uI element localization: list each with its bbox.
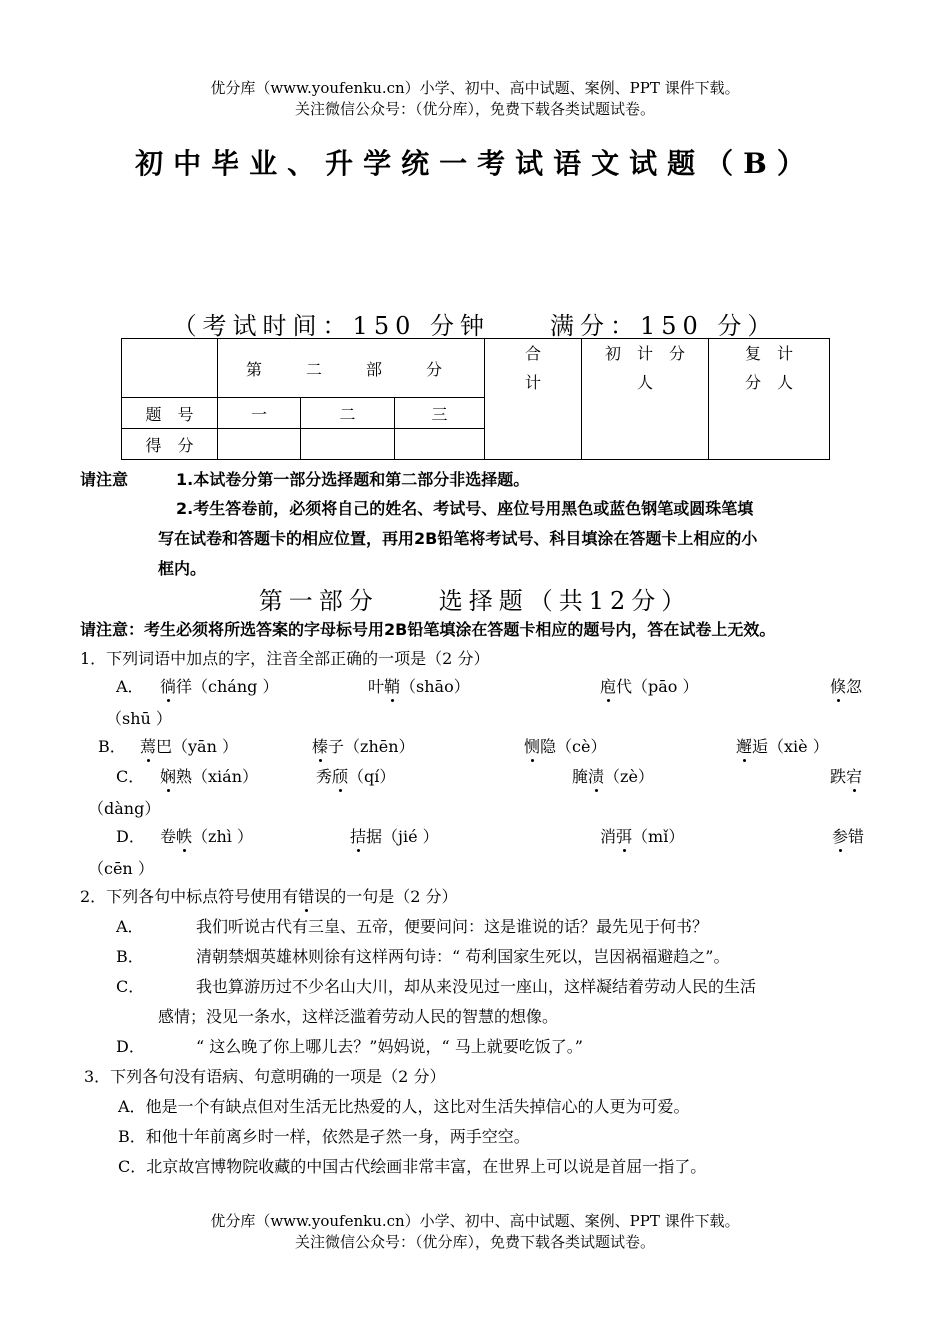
q2-option-a-label: A． [116, 917, 144, 936]
q1-option-b-label: B． [98, 737, 126, 756]
q3-option-b: B．和他十年前离乡时一样，依然是孑然一身，两手空空。 [118, 1127, 530, 1146]
q2-option-d-label: D． [116, 1037, 145, 1056]
notice-item-2a: 2.考生答卷前，必须将自己的姓名、考试号、座位号用黑色或蓝色钢笔或圆珠笔填 [176, 499, 754, 518]
score-table-question-no-label: 题 号 [122, 398, 218, 429]
q1-a-word-4-pinyin: （shū ） [106, 709, 172, 728]
q1-a-word-3: 庖代（pāo ） [600, 674, 699, 697]
q1-option-d-label: D． [116, 827, 145, 846]
notice-label: 请注意 [80, 470, 129, 489]
q2-option-c-line-1: 我也算游历过不少名山大川，却从来没见过一座山，这样凝结着劳动人民的生活 [196, 977, 757, 996]
site-header-line-2: 关注微信公众号：（优分库），免费下载各类试题试卷。 [294, 100, 655, 118]
q1-option-a-label: A． [116, 677, 144, 696]
q3-stem: 3．下列各句没有语病、句意明确的一项是（2 分） [84, 1067, 446, 1086]
q1-a-word-4: 倏忽 [830, 674, 862, 697]
score-table-total: 合 计 [485, 339, 582, 460]
q1-a-word-1: 徜徉（cháng ） [160, 674, 278, 697]
q1-d-word-3: 消弭（mǐ） [600, 824, 684, 847]
q1-a-word-2: 叶鞘（shāo） [368, 674, 470, 697]
score-table-col-1: 一 [218, 398, 301, 429]
q3-option-a: A．他是一个有缺点但对生活无比热爱的人，这比对生活失掉信心的人更为可爱。 [118, 1097, 690, 1116]
score-table-initial-scorer: 初 计 分 人 [582, 339, 709, 460]
site-footer-line-1: 优分库（www.youfenku.cn）小学、初中、高中试题、案例、PPT 课件下载。 [210, 1212, 740, 1230]
q2-option-b-label: B． [116, 947, 144, 966]
site-header-line-1: 优分库（www.youfenku.cn）小学、初中、高中试题、案例、PPT 课件下载。 [210, 79, 740, 97]
q1-c-word-4: 跌宕 [830, 764, 862, 787]
q1-b-word-4: 邂逅（xiè ） [736, 734, 829, 757]
score-table-col-2: 二 [301, 398, 395, 429]
notice-item-2b: 写在试卷和答题卡的相应位置，再用2B铅笔将考试号、科目填涂在答题卡上相应的小 [158, 529, 758, 548]
q2-option-c-label: C． [116, 977, 145, 996]
q1-d-word-4: 参错 [832, 824, 864, 847]
score-table-score-label: 得 分 [122, 429, 218, 460]
part1-heading: 第一部分 选择题（共12分） [258, 587, 692, 615]
q1-c-word-1: 娴熟（xián） [160, 764, 258, 787]
score-table [121, 338, 830, 460]
score-table-col-3: 三 [395, 398, 485, 429]
part1-notice: 请注意：考生必须将所选答案的字母标号用2B铅笔填涂在答题卡相应的题号内，答在试卷上无效。 [80, 620, 776, 639]
q1-d-word-2: 拮据（jié ） [350, 824, 439, 847]
score-table-blank [122, 339, 218, 398]
q1-option-c-label: C． [116, 767, 145, 786]
score-cell-1[interactable] [218, 429, 301, 460]
score-table-part2: 第 二 部 分 [218, 339, 485, 398]
q2-option-c-line-2: 感情；没见一条水，这样泛滥着劳动人民的智慧的想像。 [158, 1007, 559, 1026]
q2-stem: 2．下列各句中标点符号使用有错误的一句是（2 分） [80, 884, 457, 907]
exam-title: 初中毕业、升学统一考试语文试题（B） [135, 147, 815, 180]
q1-c-word-3: 腌渍（zè） [572, 764, 654, 787]
q1-b-word-1: 蔫巴（yān ） [140, 734, 238, 757]
q2-emphasis: 有错误 [282, 887, 330, 906]
q1-stem: 1．下列词语中加点的字，注音全部正确的一项是（2 分） [80, 649, 490, 668]
site-footer-line-2: 关注微信公众号：（优分库），免费下载各类试题试卷。 [294, 1233, 655, 1251]
q1-d-word-1: 卷帙（zhì ） [160, 824, 253, 847]
score-table-review-scorer: 复 计 分 人 [709, 339, 830, 460]
exam-time: （考试时间：150 分钟 满分：150 分） [172, 312, 778, 340]
q1-c-word-2: 秀颀（qí） [316, 764, 395, 787]
q2-option-b: 清朝禁烟英雄林则徐有这样两句诗：“ 苟利国家生死以，岂因祸福避趋之”。 [196, 947, 730, 966]
q1-b-word-3: 恻隐（cè） [524, 734, 606, 757]
notice-item-2c: 框内。 [158, 559, 207, 578]
q1-c-word-4-pinyin: （dàng） [88, 799, 161, 818]
score-cell-2[interactable] [301, 429, 395, 460]
notice-item-1: 1.本试卷分第一部分选择题和第二部分非选择题。 [176, 470, 530, 489]
q3-option-c: C．北京故宫博物院收藏的中国古代绘画非常丰富，在世界上可以说是首屈一指了。 [118, 1157, 707, 1176]
score-cell-3[interactable] [395, 429, 485, 460]
q2-option-a: 我们听说古代有三皇、五帝，便要问问：这是谁说的话？最先见于何书？ [196, 917, 709, 936]
q2-option-d: “ 这么晚了你上哪儿去？”妈妈说，“ 马上就要吃饭了。” [196, 1037, 583, 1056]
q1-d-word-4-pinyin: （cēn ） [88, 859, 154, 878]
q1-b-word-2: 榛子（zhēn） [312, 734, 415, 757]
